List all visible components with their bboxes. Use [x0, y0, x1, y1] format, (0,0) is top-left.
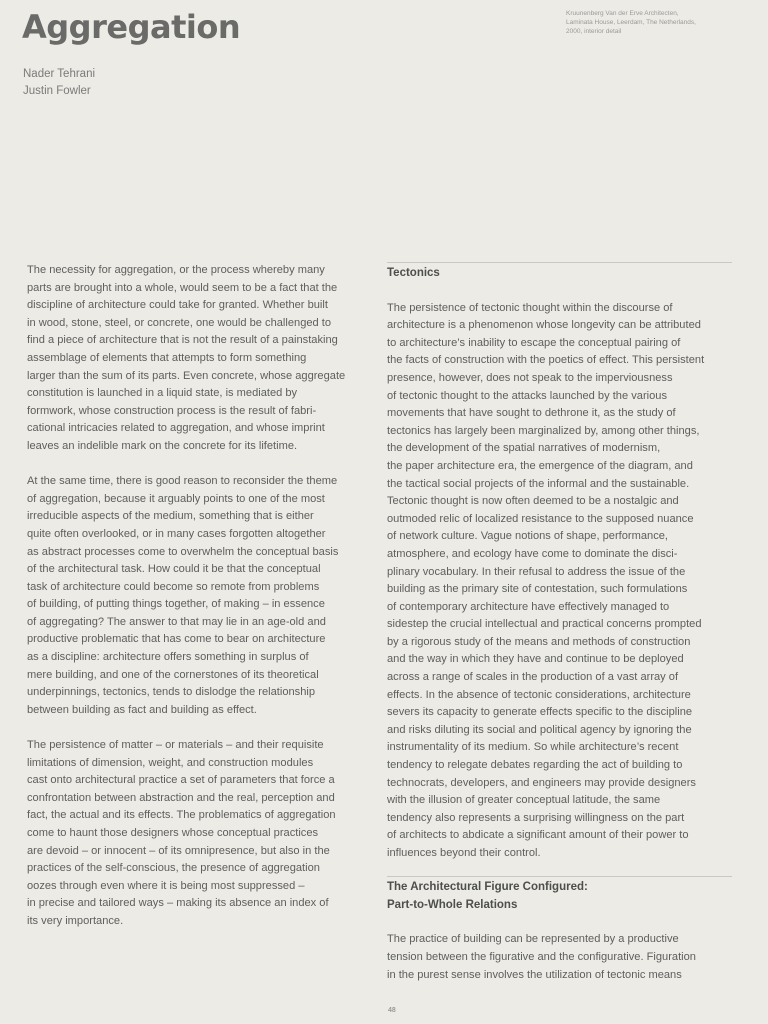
text-line: formwork, whose construction process is the result of fabri-: [27, 404, 317, 417]
article-title: Aggregation: [22, 8, 241, 46]
body-paragraph: [27, 473, 372, 719]
text-line: come to haunt those designers whose conceptual practices: [27, 827, 319, 839]
text-line: with the illusion of greater conceptual latitude, the same: [387, 794, 661, 807]
author-name: Nader Tehrani: [23, 68, 96, 80]
author-list: [23, 66, 95, 100]
text-line: by a rigorous study of the means and methods of construction: [387, 635, 691, 648]
page-number: 48: [388, 1007, 396, 1014]
heading-line: The Architectural Figure Configured:: [387, 881, 588, 894]
text-line: larger than the sum of its parts. Even concrete, whose aggregate: [27, 369, 346, 382]
text-line: of contemporary architecture have effectively managed to: [387, 600, 670, 613]
text-line: architecture is a phenomenon whose longevity can be attributed: [387, 319, 701, 332]
text-line: The persistence of matter – or materials – and their requisite: [27, 739, 324, 752]
text-line: and the way in which they have and continue to be deployed: [387, 653, 684, 666]
text-line: outmoded relic of localized resistance to the supposed nuance: [387, 512, 694, 525]
text-line: find a piece of architecture that is not the result of a painstaking: [27, 334, 338, 347]
text-line: assemblage of elements that attempts to form something: [27, 351, 307, 364]
text-line: of the architectural task. How could it be that the conceptual: [27, 563, 321, 576]
text-line: of aggregating? The answer to that may lie in an age-old and: [27, 615, 326, 628]
text-line: Tectonic thought is now often deemed to be a nostalgic and: [387, 495, 679, 508]
text-line: cational intricacies related to aggregation, and whose imprint: [27, 422, 325, 435]
body-paragraph: [387, 931, 732, 984]
text-line: tectonics has largely been marginalized by, among other things,: [387, 424, 700, 437]
text-line: irreducible aspects of the medium, something that is either: [27, 510, 314, 523]
text-line: of network culture. Vague notions of shape, performance,: [387, 530, 668, 543]
text-line: of architects to abdicate a significant amount of their power to: [387, 829, 689, 842]
text-line: atmosphere, and ecology have come to dominate the disci-: [387, 547, 678, 560]
image-caption: [566, 9, 746, 36]
text-line: cast onto architectural practice a set of parameters that force a: [27, 774, 335, 787]
section-divider: [387, 876, 732, 877]
text-line: The persistence of tectonic thought within the discourse of: [387, 301, 673, 314]
text-line: between building as fact and building as effect.: [27, 703, 257, 716]
text-line: confrontation between abstraction and the real, perception and: [27, 791, 335, 804]
text-line: to architecture’s inability to escape the conceptual pairing of: [387, 336, 681, 349]
caption-line: 2000, interior detail: [566, 28, 622, 35]
text-line: The necessity for aggregation, or the process whereby many: [27, 264, 325, 276]
text-line: across a range of scales in the production of a vast array of: [387, 671, 679, 684]
body-paragraph: [27, 737, 372, 931]
text-line: of tectonic thought to the attacks launched by the various: [387, 389, 667, 402]
text-line: the paper architecture era, the emergence of the diagram, and: [387, 459, 693, 472]
text-line: of aggregation, because it arguably points to one of the most: [27, 492, 325, 505]
text-line: in the purest sense involves the utilization of tectonic means: [387, 968, 682, 981]
text-line: oozes through even where it is being most suppressed –: [27, 879, 305, 892]
text-line: in precise and tailored ways – making its absence an index of: [27, 897, 329, 910]
text-line: At the same time, there is good reason to reconsider the theme: [27, 475, 338, 488]
text-line: as abstract processes come to overwhelm the conceptual basis: [27, 545, 339, 558]
text-line: limitations of dimension, weight, and construction modules: [27, 756, 314, 769]
text-line: instrumentality of its medium. So while architecture’s recent: [387, 741, 679, 754]
text-line: its very importance.: [27, 914, 124, 927]
text-line: leaves an indelible mark on the concrete for its lifetime.: [27, 439, 298, 452]
caption-line: Kruunenberg Van der Erve Architecten,: [566, 10, 679, 17]
text-line: and risks diluting its social and political agency by ignoring the: [387, 723, 692, 736]
text-line: severs its capacity to generate effects specific to the discipline: [387, 706, 693, 719]
text-line: plinary vocabulary. In their refusal to address the issue of the: [387, 565, 686, 578]
right-column: [387, 262, 732, 984]
section-divider: [387, 262, 732, 263]
text-line: sidestep the crucial intellectual and practical concerns prompted: [387, 618, 702, 631]
text-line: movements that have sought to dethrone it, as the study of: [387, 407, 676, 420]
heading-line: Part-to-Whole Relations: [387, 898, 518, 911]
text-line: influences beyond their control.: [387, 847, 541, 859]
section-heading-figure: [387, 879, 732, 914]
text-line: mere building, and one of the cornerstones of its theoretical: [27, 668, 319, 681]
text-line: task of architecture could become so remote from problems: [27, 580, 320, 593]
text-line: quite often overlooked, or in many cases forgotten altogether: [27, 527, 326, 540]
text-line: as a discipline: architecture offers something in surplus of: [27, 651, 309, 664]
text-line: the development of the spatial narratives of modernism,: [387, 442, 661, 455]
text-line: tendency also represents a surprising willingness on the part: [387, 811, 685, 824]
text-line: parts are brought into a whole, would seem to be a fact that the: [27, 281, 338, 294]
text-line: of building, of putting things together, of making – in essence: [27, 598, 325, 611]
text-line: the facts of construction with the poetics of effect. This persistent: [387, 354, 705, 367]
author-name: Justin Fowler: [23, 85, 91, 97]
text-line: constitution is launched in a liquid state, is mediated by: [27, 387, 298, 400]
text-line: presence, however, does not speak to the imperviousness: [387, 371, 673, 384]
text-line: practices of the self-conscious, the presence of aggregation: [27, 862, 320, 875]
text-line: building as the primary site of contestation, such formulations: [387, 583, 688, 596]
text-line: are devoid – or innocent – of its omnipresence, but also in the: [27, 844, 330, 857]
text-line: in wood, stone, steel, or concrete, one would be challenged to: [27, 316, 332, 329]
text-line: fact, the actual and its effects. The problematics of aggregation: [27, 809, 336, 822]
body-paragraph: [27, 262, 372, 456]
left-column: [27, 262, 372, 931]
caption-line: Laminata House, Leerdam, The Netherlands,: [566, 19, 696, 26]
section-heading-tectonics: Tectonics: [387, 267, 440, 279]
body-paragraph: [387, 300, 732, 863]
text-line: tension between the figurative and the configurative. Figuration: [387, 950, 696, 963]
text-line: productive problematic that has come to bear on architecture: [27, 633, 326, 646]
text-line: technocrats, developers, and engineers may provide designers: [387, 776, 696, 789]
text-line: underpinnings, tectonics, tends to dislodge the relationship: [27, 686, 316, 699]
text-line: discipline of architecture could take for granted. Whether built: [27, 299, 328, 312]
text-line: The practice of building can be represented by a productive: [387, 933, 679, 946]
text-line: tendency to relegate debates regarding the act of building to: [387, 759, 683, 772]
text-line: effects. In the absence of tectonic considerations, architecture: [387, 688, 691, 701]
text-line: the tactical social projects of the informal and the sustainable.: [387, 477, 690, 490]
